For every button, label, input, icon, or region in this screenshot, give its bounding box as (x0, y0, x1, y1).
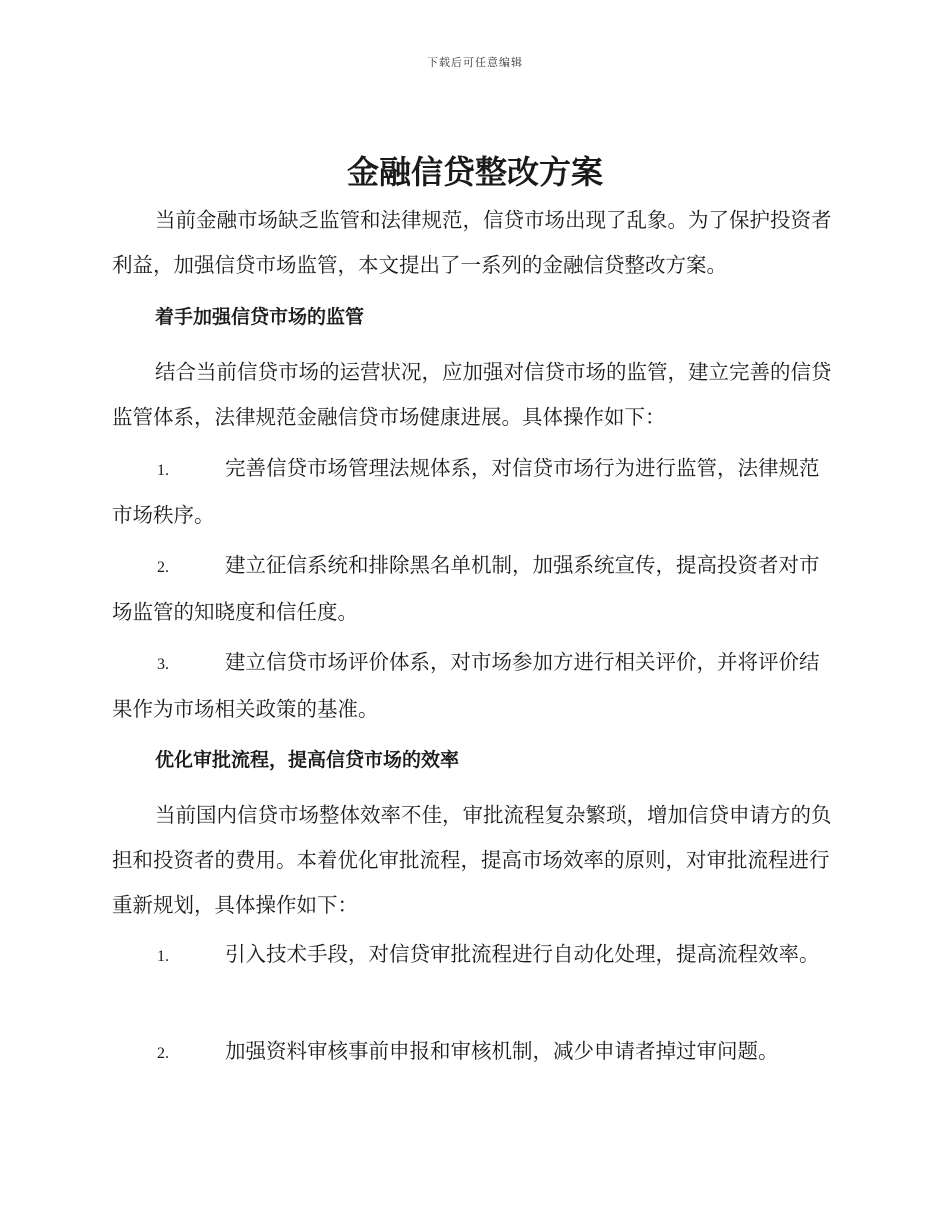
list-number: 1. (157, 948, 169, 965)
list-text: 加强资料审核事前申报和审核机制，减少申请者掉过审问题。 (225, 1039, 779, 1063)
list-item (112, 932, 838, 979)
list-text: 建立信贷市场评价体系，对市场参加方进行相关评价，并将评价结果作为市场相关政策的基准。 (112, 650, 820, 721)
list-text: 建立征信系统和排除黑名单机制，加强系统宣传，提高投资者对市场监管的知晓度和信任度。 (112, 553, 820, 624)
list-item (112, 1029, 838, 1076)
list-number: 2. (157, 1045, 169, 1062)
list-number: 2. (157, 559, 169, 576)
section-paragraph-approval: 当前国内信贷市场整体效率不佳，审批流程复杂繁琐，增加信贷申请方的负担和投资者的费用。本着优化审批流程，提高市场效率的原则，对审批流程进行重新规划，具体操作如下： (112, 803, 832, 917)
list-item (112, 446, 838, 538)
list-number: 1. (157, 462, 169, 479)
list-text: 引入技术手段，对信贷审批流程进行自动化处理，提高流程效率。 (225, 942, 820, 966)
document-title: 金融信贷整改方案 (346, 153, 603, 191)
list-item (112, 543, 838, 635)
page-header: 下载后可任意编辑 (427, 56, 523, 69)
list-item (112, 640, 838, 732)
section-heading-supervision: 着手加强信贷市场的监管 (155, 306, 365, 328)
list-text: 完善信贷市场管理法规体系，对信贷市场行为进行监管，法律规范市场秩序。 (112, 456, 820, 527)
list-number: 3. (157, 656, 169, 673)
section-heading-approval: 优化审批流程，提高信贷市场的效率 (155, 749, 460, 771)
section-paragraph-supervision: 结合当前信贷市场的运营状况，应加强对信贷市场的监管，建立完善的信贷监管体系，法律规范金融信贷市场健康进展。具体操作如下： (112, 360, 832, 429)
intro-paragraph: 当前金融市场缺乏监管和法律规范，信贷市场出现了乱象。为了保护投资者利益，加强信贷市场监管，本文提出了一系列的金融信贷整改方案。 (112, 208, 832, 277)
